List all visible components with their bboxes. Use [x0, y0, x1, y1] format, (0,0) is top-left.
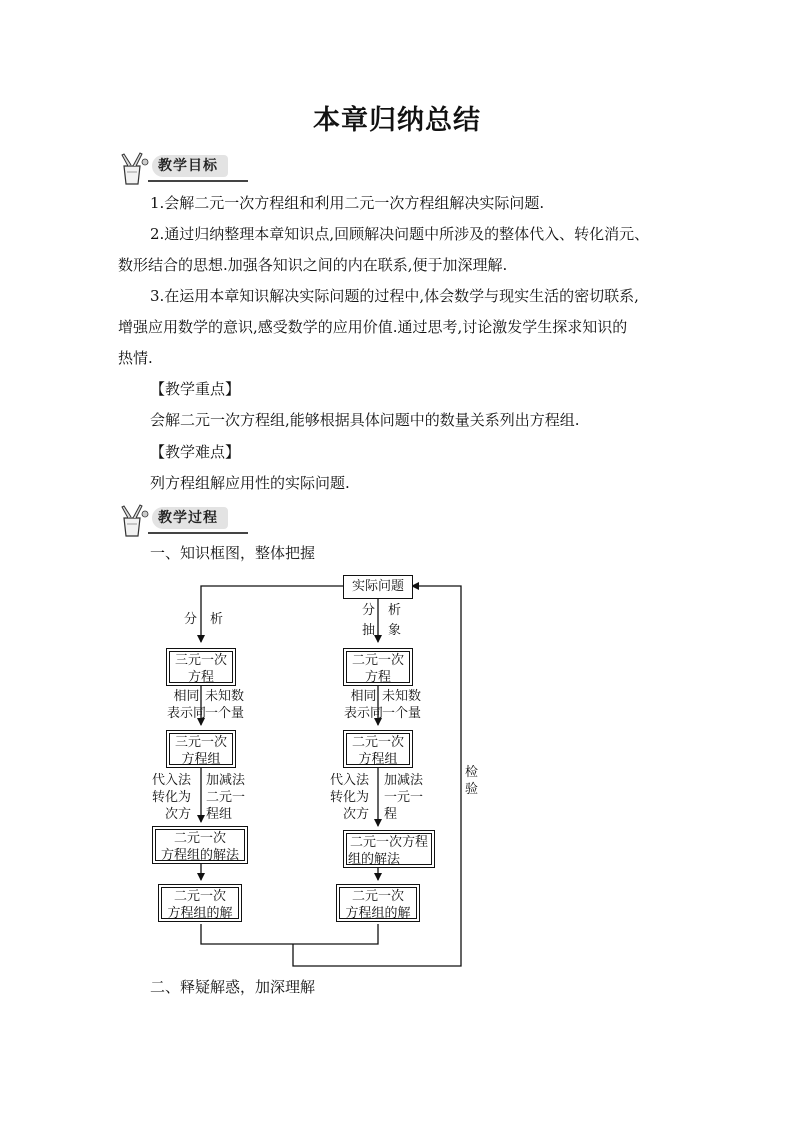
label-right-same: 相同 表示同 [344, 689, 384, 721]
box-right-method [343, 830, 435, 868]
label-left-elimination: 加减法 二元一 程组 [206, 773, 246, 822]
label-right-elimination: 加减法 一元一 程 [384, 773, 424, 822]
label-right-substitution: 代入法 转化为 次方 [330, 773, 370, 822]
box-right-solution [336, 884, 420, 922]
box-line: 方程组的解法 [160, 848, 239, 863]
box-line: 三元一次 [174, 653, 227, 668]
label-left-unknown: 未知数 一个量 [205, 689, 245, 721]
box-left-method [152, 826, 248, 864]
box-line: 三元一次 [174, 735, 227, 750]
box-line: 二元一次 [351, 653, 404, 668]
label-left-same: 相同 表示同 [167, 689, 207, 721]
goal-line: 3.在运用本章知识解决实际问题的过程中,体会数学与现实生活的密切联系, [150, 287, 639, 305]
step-two-heading: 二、释疑解惑，加深理解 [150, 978, 316, 996]
label-analyze-left: 分 析 [184, 612, 224, 627]
box-right-system [343, 730, 413, 768]
label-check: 检 验 [465, 765, 479, 797]
box-line: 二元一次方程 [349, 835, 428, 850]
box-left-equation [166, 648, 236, 686]
box-left-solution [158, 884, 242, 922]
label-analyze-right: 分 析 [362, 603, 402, 618]
section-label-process: 教学过程 [152, 507, 228, 529]
goal-line: 数形结合的思想.加强各知识之间的内在联系,便于加深理解. [118, 256, 508, 274]
page-title: 本章归纳总结 [313, 105, 481, 136]
box-line: 二元一次 [351, 889, 404, 904]
section-label-goals: 教学目标 [152, 155, 228, 177]
box-line: 方程组 [181, 752, 221, 767]
box-line: 方程 [364, 670, 391, 685]
connector-line [201, 924, 378, 944]
box-right-equation [343, 648, 413, 686]
box-line: 组的解法 [348, 852, 401, 867]
label-left-substitution: 代入法 转化为 次方 [152, 773, 192, 822]
box-line: 二元一次 [173, 831, 226, 846]
box-line: 方程组 [358, 752, 398, 767]
goal-line: 2.通过归纳整理本章知识点,回顾解决问题中所涉及的整体代入、转化消元、 [150, 225, 650, 243]
label-abstract-right: 抽 象 [362, 623, 402, 638]
box-real-problem: 实际问题 [343, 575, 413, 599]
key-point-label: 【教学重点】 [150, 380, 241, 398]
difficult-point-text: 列方程组解应用性的实际问题. [150, 474, 350, 492]
key-point-text: 会解二元一次方程组,能够根据具体问题中的数量关系列出方程组. [150, 411, 580, 429]
box-line: 二元一次 [173, 889, 226, 904]
difficult-point-label: 【教学难点】 [150, 443, 241, 461]
box-line: 方程组的解 [345, 906, 411, 921]
box-line: 二元一次 [351, 735, 404, 750]
label-right-unknown: 未知数 一个量 [382, 689, 422, 721]
box-line: 方程 [187, 670, 214, 685]
goal-line: 1.会解二元一次方程组和利用二元一次方程组解决实际问题. [150, 194, 545, 212]
box-left-system [166, 730, 236, 768]
goal-line: 热情. [118, 349, 153, 367]
goal-line: 增强应用数学的意识,感受数学的应用价值.通过思考,讨论激发学生探求知识的 [118, 318, 628, 336]
box-line: 方程组的解 [167, 906, 233, 921]
step-one-heading: 一、知识框图，整体把握 [150, 544, 316, 562]
